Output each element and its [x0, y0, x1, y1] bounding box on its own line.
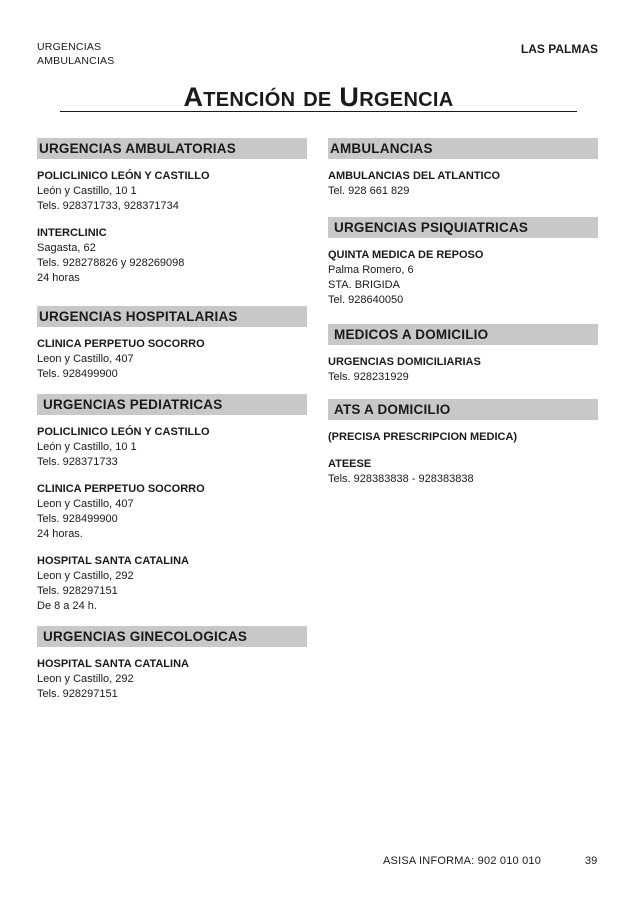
listing-detail: 24 horas: [37, 272, 80, 284]
header-label-ambulancias: AMBULANCIAS: [37, 55, 115, 67]
listing-name: CLINICA PERPETUO SOCORRO: [37, 483, 205, 495]
listing-entry: [37, 169, 307, 214]
listing-entry: [328, 248, 598, 308]
listing-name: ATEESE: [328, 458, 372, 470]
listing-detail: Leon y Castillo, 292: [37, 570, 134, 582]
header-city: LAS PALMAS: [520, 42, 598, 56]
listing-detail: Tels. 928499900: [37, 368, 118, 380]
listing-detail: Tels. 928371733: [37, 456, 118, 468]
section-urgencias-ambulatorias: [37, 138, 307, 286]
page-number: 39: [585, 855, 598, 867]
listing-detail: Palma Romero, 6: [328, 264, 414, 276]
listing-detail: León y Castillo, 10 1: [37, 185, 137, 197]
section-heading: URGENCIAS PEDIATRICAS: [37, 394, 307, 415]
section-ambulancias: [328, 138, 598, 199]
listing-detail: Tels. 928297151: [37, 688, 118, 700]
listing-detail: De 8 a 24 h.: [37, 600, 97, 612]
header-label-urgencias: URGENCIAS: [37, 41, 102, 53]
listing-name: INTERCLINIC: [37, 227, 107, 239]
listing-detail: Tels. 928297151: [37, 585, 118, 597]
listing-name: HOSPITAL SANTA CATALINA: [37, 658, 189, 670]
listing-name: HOSPITAL SANTA CATALINA: [37, 555, 189, 567]
listing-entry: [328, 430, 598, 445]
section-urgencias-psiquiatricas: [328, 217, 598, 308]
listing-name: QUINTA MEDICA DE REPOSO: [328, 249, 484, 261]
section-urgencias-ginecologicas: [37, 626, 307, 702]
listing-detail: Tels. 928499900: [37, 513, 118, 525]
listing-name: POLICLINICO LEÓN Y CASTILLO: [37, 426, 210, 438]
listing-entry: [37, 657, 307, 702]
listing-entry: [37, 482, 307, 542]
listing-entry: [37, 554, 307, 614]
right-column: [328, 138, 598, 499]
section-heading: AMBULANCIAS: [328, 138, 598, 159]
listing-entry: [37, 226, 307, 286]
listing-entry: [37, 425, 307, 470]
left-column: [37, 138, 307, 714]
page-title: ATENCIÓN DE URGENCIA: [183, 82, 454, 112]
listing-detail: Tels. 928278826 y 928269098: [37, 257, 185, 269]
section-heading: URGENCIAS AMBULATORIAS: [37, 138, 307, 159]
section-urgencias-hospitalarias: [37, 306, 307, 382]
listing-detail: Tel. 928 661 829: [328, 185, 410, 197]
section-heading: URGENCIAS HOSPITALARIAS: [37, 306, 307, 327]
listing-detail: Tels. 928231929: [328, 371, 409, 383]
page-title-container: [60, 83, 577, 112]
header-section-label: [37, 40, 114, 68]
listing-detail: STA. BRIGIDA: [328, 279, 400, 291]
listing-detail: 24 horas.: [37, 528, 83, 540]
section-ats-a-domicilio: [328, 399, 598, 487]
section-medicos-a-domicilio: [328, 324, 598, 385]
listing-entry: [328, 355, 598, 385]
listing-detail: Sagasta, 62: [37, 242, 96, 254]
listing-name: CLINICA PERPETUO SOCORRO: [37, 338, 205, 350]
listing-detail: Tel. 928640050: [328, 294, 404, 306]
section-heading: MEDICOS A DOMICILIO: [328, 324, 598, 345]
section-heading: URGENCIAS PSIQUIATRICAS: [328, 217, 598, 238]
listing-detail: Leon y Castillo, 292: [37, 673, 134, 685]
listing-name: (PRECISA PRESCRIPCION MEDICA): [328, 431, 518, 443]
listing-detail: Leon y Castillo, 407: [37, 498, 134, 510]
listing-name: URGENCIAS DOMICILIARIAS: [328, 356, 481, 368]
listing-entry: [328, 169, 598, 199]
listing-detail: Tels. 928371733, 928371734: [37, 200, 179, 212]
listing-detail: León y Castillo, 10 1: [37, 441, 137, 453]
section-heading: URGENCIAS GINECOLOGICAS: [37, 626, 307, 647]
listing-name: POLICLINICO LEÓN Y CASTILLO: [37, 170, 210, 182]
listing-entry: [328, 457, 598, 487]
listing-entry: [37, 337, 307, 382]
footer-info: ASISA INFORMA: 902 010 010: [383, 855, 542, 867]
listing-name: AMBULANCIAS DEL ATLANTICO: [328, 170, 501, 182]
listing-detail: Tels. 928383838 - 928383838: [328, 473, 474, 485]
section-heading: ATS A DOMICILIO: [328, 399, 598, 420]
listing-detail: Leon y Castillo, 407: [37, 353, 134, 365]
section-urgencias-pediatricas: [37, 394, 307, 614]
